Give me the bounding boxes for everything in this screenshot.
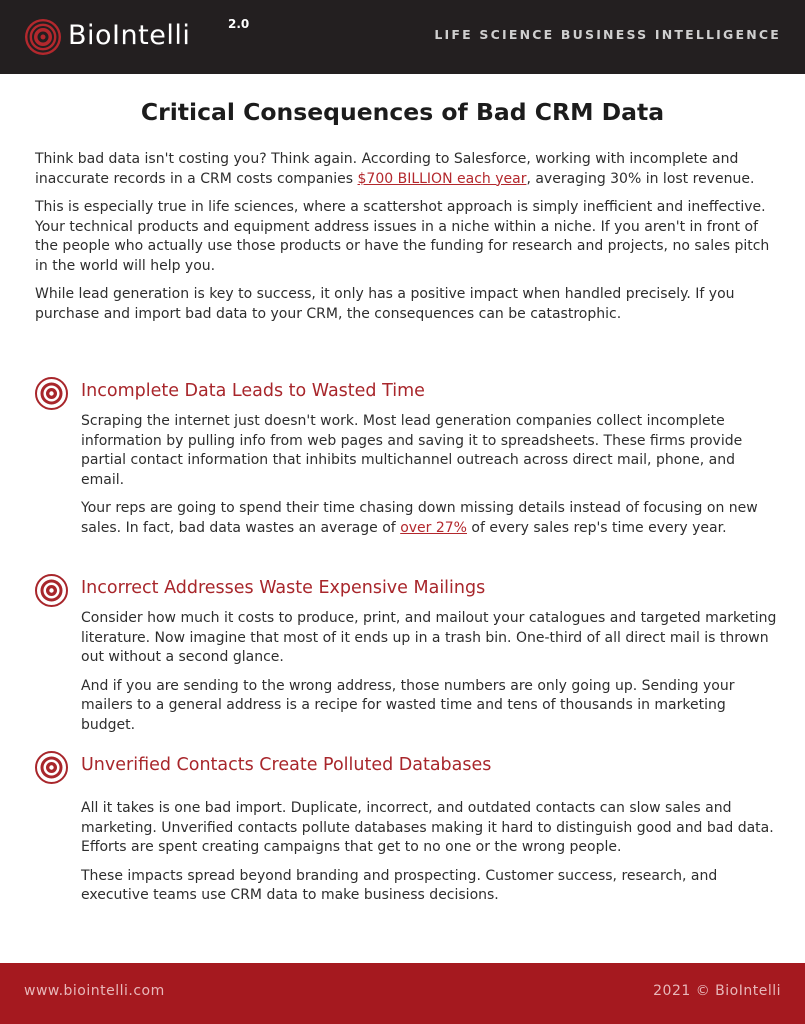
header-tagline: LIFE SCIENCE BUSINESS INTELLIGENCE (434, 27, 781, 42)
section-heading: Unverified Contacts Create Polluted Databases (81, 755, 492, 775)
section-body (81, 609, 780, 744)
section-heading: Incomplete Data Leads to Wasted Time (81, 381, 425, 401)
salesforce-stat-link[interactable]: $700 BILLION each year (357, 170, 527, 187)
target-icon (35, 377, 68, 410)
section-body (81, 412, 780, 547)
section-paragraph: All it takes is one bad import. Duplicate, incorrect, and outdated contacts can slow sales and marketing. Unverified contacts pollute databases making it hard to distinguish good and bad data. Efforts are spent creating campaigns that get to no one or the wrong people. (81, 800, 774, 855)
target-logo-icon (24, 18, 62, 56)
section-paragraph: These impacts spread beyond branding and prospecting. Customer success, research, and executive teams use CRM data to make business decisions. (81, 867, 718, 903)
section-p2-text-end: of every sales rep's time every year. (466, 519, 727, 536)
page-footer (0, 963, 805, 1024)
footer-copyright: 2021 © BioIntelli (653, 983, 781, 999)
brand-name: BioIntelli (68, 20, 191, 51)
intro-paragraph-1 (35, 150, 780, 189)
section-paragraph: Scraping the internet just doesn't work. Most lead generation companies collect incomplete information by pulling info from web pages and saving it to spreadsheets. These firms provide partial contact information that inhibits multichannel outreach across direct mail, phone, and email. (81, 413, 743, 488)
sales-rep-time-stat-link[interactable]: over 27% (400, 519, 467, 536)
section-paragraph: And if you are sending to the wrong address, those numbers are only going up. Sending your mailers to a general address is a recipe for wasted time and tens of thousands in marketing budget. (81, 677, 735, 733)
page-header (0, 0, 805, 74)
footer-website-link[interactable]: www.biointelli.com (24, 983, 165, 999)
section-body (81, 799, 780, 915)
section-heading: Incorrect Addresses Waste Expensive Mailings (81, 578, 486, 598)
intro-paragraph-2: This is especially true in life sciences, where a scattershot approach is simply inefficient and ineffective. Your technical products and equipment address issues in a niche within a niche. If you aren't in front of the people who actually use those products or have the funding for research and projects, no sales pitch in the world will help you. (35, 199, 770, 274)
intro-p1-text: Think bad data isn't costing you? Think again. According to Salesforce, working with incomplete and inaccurate records in a CRM costs companies (35, 151, 739, 187)
section-p2-text: Your reps are going to spend their time chasing down missing details instead of focusing on new sales. In fact, bad data wastes an average of (81, 500, 758, 536)
section-paragraph (81, 499, 780, 538)
intro-section (35, 150, 780, 333)
target-icon (35, 751, 68, 784)
intro-paragraph-3: While lead generation is key to success, it only has a positive impact when handled precisely. If you purchase and import bad data to your CRM, the consequences can be catastrophic. (35, 286, 735, 322)
section-paragraph: Consider how much it costs to produce, print, and mailout your catalogues and targeted marketing literature. Now imagine that most of it ends up in a trash bin. One-third of all direct mail is thrown out without a second glance. (81, 610, 777, 665)
brand-version: 2.0 (228, 17, 250, 31)
page-title: Critical Consequences of Bad CRM Data (140, 98, 665, 126)
target-icon (35, 574, 68, 607)
intro-p1-text-end: , averaging 30% in lost revenue. (526, 170, 755, 187)
